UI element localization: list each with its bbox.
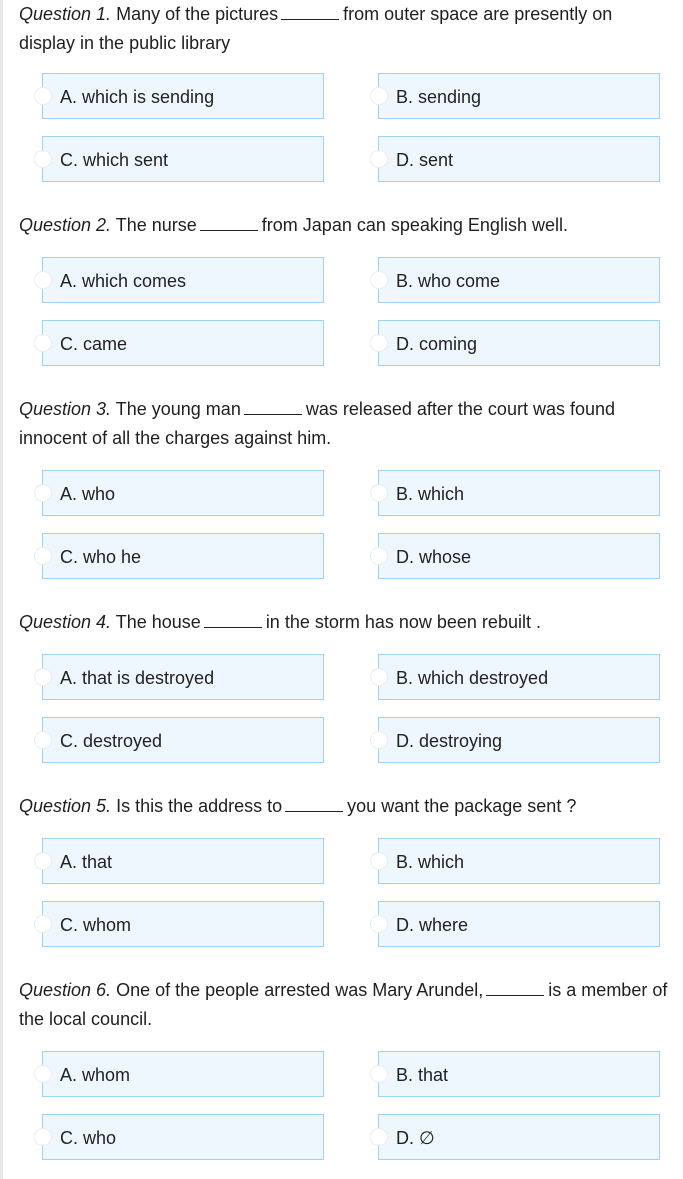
answer-blank [281,3,339,20]
radio-button[interactable] [34,150,52,168]
option-label: C. who [60,1128,117,1148]
question-number: Question 1. [19,4,112,24]
answer-blank [486,979,544,996]
option-a[interactable] [42,470,324,516]
option-d[interactable] [378,136,660,182]
option-label: B. that [396,1065,449,1085]
answer-blank [204,611,262,628]
option-label: D. whose [396,547,472,567]
option-c[interactable] [42,717,324,763]
option-c[interactable] [42,533,324,579]
option-b[interactable] [378,470,660,516]
option-label: A. that is destroyed [60,668,215,688]
question-stem-after: is a member of the local council. [19,980,668,1029]
radio-button[interactable] [34,334,52,352]
question-text [19,976,671,1034]
radio-button[interactable] [34,1065,52,1083]
radio-button[interactable] [34,915,52,933]
radio-button[interactable] [370,1128,388,1146]
option-d[interactable] [378,1114,660,1160]
question-stem-before: One of the people arrested was Mary Arundel, [116,980,484,1000]
option-a[interactable] [42,838,324,884]
left-border [0,0,3,1179]
option-label: A. that [60,852,113,872]
question-number: Question 6. [19,980,112,1000]
option-label: A. which comes [60,271,187,291]
option-label: B. sending [396,87,482,107]
radio-button[interactable] [370,334,388,352]
question-number: Question 3. [19,399,112,419]
option-c[interactable] [42,901,324,947]
radio-button[interactable] [34,1128,52,1146]
radio-button[interactable] [370,150,388,168]
option-label: A. which is sending [60,87,215,107]
option-label: C. came [60,334,128,354]
question-text [19,0,671,58]
option-label: D. coming [396,334,478,354]
option-b[interactable] [378,654,660,700]
radio-button[interactable] [370,484,388,502]
option-b[interactable] [378,257,660,303]
option-b[interactable] [378,838,660,884]
radio-button[interactable] [34,852,52,870]
option-label: B. which [396,484,465,504]
question-number: Question 4. [19,612,112,632]
option-a[interactable] [42,257,324,303]
option-label: B. which destroyed [396,668,549,688]
question-stem-after: from Japan can speaking English well. [261,215,568,235]
option-label: C. who he [60,547,142,567]
option-label: D. sent [396,150,454,170]
option-label: D. ∅ [396,1128,435,1148]
radio-button[interactable] [370,852,388,870]
radio-button[interactable] [34,731,52,749]
option-a[interactable] [42,73,324,119]
option-label: C. whom [60,915,132,935]
option-label: A. who [60,484,116,504]
radio-button[interactable] [370,87,388,105]
radio-button[interactable] [34,484,52,502]
option-d[interactable] [378,533,660,579]
radio-button[interactable] [370,547,388,565]
option-label: D. where [396,915,469,935]
radio-button[interactable] [370,271,388,289]
question-stem-after: was released after the court was found innocent of all the charges against him. [19,399,616,448]
answer-blank [285,795,343,812]
question-number: Question 5. [19,796,112,816]
radio-button[interactable] [370,731,388,749]
option-label: A. whom [60,1065,131,1085]
question-stem-after: you want the package sent ? [347,796,577,816]
radio-button[interactable] [34,547,52,565]
option-d[interactable] [378,717,660,763]
option-d[interactable] [378,320,660,366]
option-c[interactable] [42,136,324,182]
question-text [19,395,671,453]
option-a[interactable] [42,1051,324,1097]
option-c[interactable] [42,1114,324,1160]
radio-button[interactable] [34,87,52,105]
question-stem-before: The nurse [115,215,197,235]
question-text [19,211,671,240]
question-stem-before: The young man [115,399,241,419]
question-text [19,792,671,821]
option-label: B. which [396,852,465,872]
option-label: D. destroying [396,731,503,751]
option-b[interactable] [378,1051,660,1097]
answer-blank [244,398,302,415]
option-label: C. destroyed [60,731,163,751]
option-c[interactable] [42,320,324,366]
radio-button[interactable] [34,271,52,289]
question-stem-before: The house [115,612,201,632]
radio-button[interactable] [34,668,52,686]
question-stem-after: in the storm has now been rebuilt . [265,612,541,632]
question-stem-before: Many of the pictures [116,4,279,24]
radio-button[interactable] [370,1065,388,1083]
answer-blank [200,214,258,231]
radio-button[interactable] [370,668,388,686]
option-b[interactable] [378,73,660,119]
option-a[interactable] [42,654,324,700]
question-stem-before: Is this the address to [116,796,283,816]
question-number: Question 2. [19,215,112,235]
question-stem-after: from outer space are presently on display in the public library [19,4,613,53]
question-text [19,608,671,637]
radio-button[interactable] [370,915,388,933]
option-label: C. which sent [60,150,169,170]
option-d[interactable] [378,901,660,947]
option-label: B. who come [396,271,501,291]
